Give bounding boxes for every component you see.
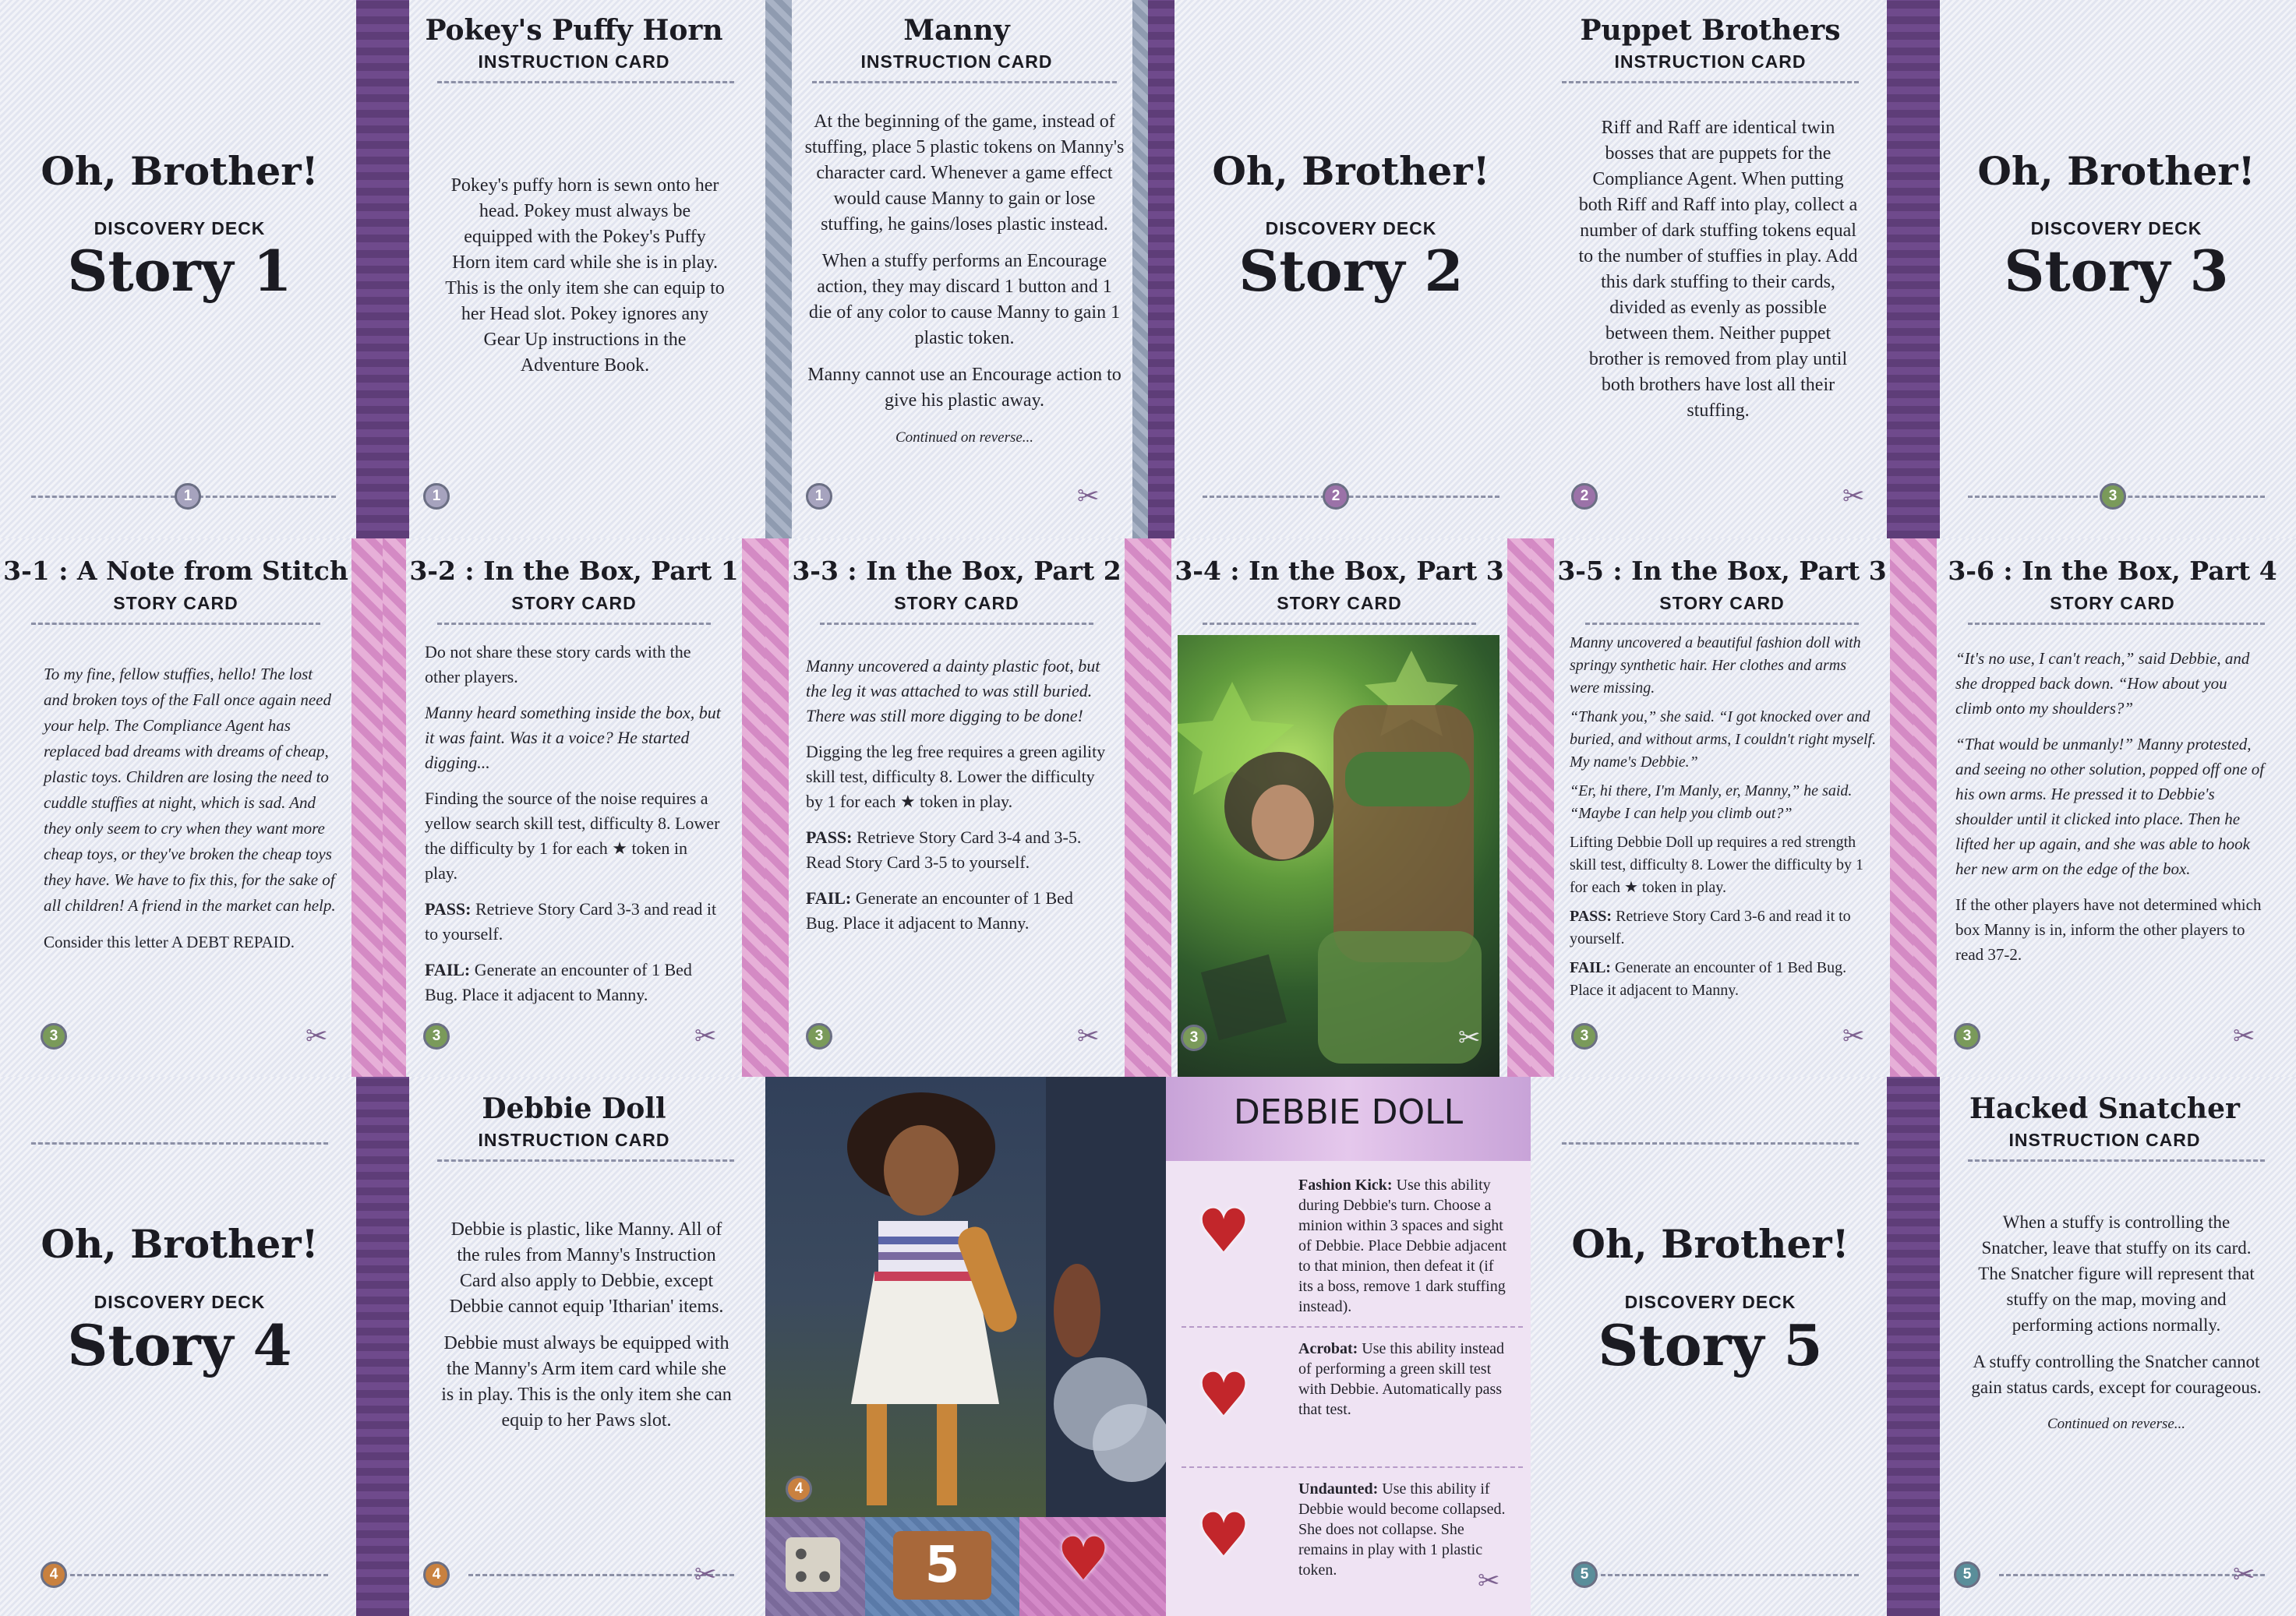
stitch-divider (1562, 81, 1859, 83)
crossed-tools-icon: ✂ (694, 1021, 717, 1052)
fail-text: Generate an encounter of 1 Bed Bug. Place it adjacent to Manny. (425, 960, 692, 1004)
card-type: STORY CARD (511, 593, 637, 613)
crossed-tools-icon: ✂ (1458, 1022, 1481, 1053)
card-story-2[interactable] (1148, 0, 1531, 538)
pass-line (425, 897, 723, 947)
card-body (804, 109, 1125, 461)
stitch-divider (1999, 1574, 2265, 1576)
card-border-stripe (351, 538, 383, 1077)
set-number-badge: 3 (41, 1023, 67, 1050)
paragraph: When a stuffy performs an Encourage action, they may discard 1 button and 1 die of any color to cause Manny to gain 1 plastic token. (808, 251, 1121, 348)
illustration-shapes (1178, 635, 1499, 1077)
card-story-4[interactable] (0, 1077, 383, 1616)
card-3-4[interactable] (1148, 538, 1531, 1077)
stitch-divider (31, 1142, 328, 1145)
card-body (806, 654, 1106, 947)
card-border-stripe (1913, 538, 1937, 1077)
heart-icon: ♥ (1197, 1196, 1251, 1265)
card-3-1[interactable] (0, 538, 383, 1077)
set-number-badge: 4 (423, 1561, 450, 1588)
set-number-badge: 5 (1571, 1561, 1598, 1588)
ability-description: Use this ability instead of performing a green skill test with Debbie. Automatically pass that test. (1298, 1340, 1505, 1418)
set-number-badge: 2 (1323, 483, 1349, 510)
card-story-1[interactable] (0, 0, 383, 538)
set-number-badge: 3 (806, 1023, 832, 1050)
stitch-divider (70, 1574, 328, 1576)
card-title: Manny (903, 14, 1010, 47)
deck-label: DISCOVERY DECK (2030, 218, 2202, 238)
set-number-badge: 1 (806, 483, 832, 510)
deck-label: DISCOVERY DECK (94, 218, 266, 238)
fail-label: FAIL: (806, 888, 852, 908)
card-3-3[interactable] (765, 538, 1148, 1077)
card-pokeys-puffy-horn[interactable] (383, 0, 765, 538)
stitch-divider (437, 81, 734, 83)
stitch-divider (1968, 1159, 2265, 1162)
paragraph: A stuffy controlling the Snatcher cannot gain status cards, except for courageous. (1971, 1352, 2262, 1397)
set-number-badge: 1 (175, 483, 201, 510)
stitch-divider (437, 623, 711, 625)
paragraph: Manny uncovered a beautiful fashion doll with springy synthetic hair. Her clothes and arms were missing. (1570, 634, 1861, 697)
paragraph: If the other players have not determined which box Manny is in, inform the other players to read 37-2. (1955, 895, 2262, 964)
paragraph: “It's no use, I can't reach,” said Debbie, and she dropped back down. “How about you climb onto my shoulders?” (1955, 649, 2250, 718)
deck-label: DISCOVERY DECK (1265, 218, 1437, 238)
card-title: 3-4 : In the Box, Part 3 (1174, 556, 1504, 586)
card-border-stripe (1531, 538, 1554, 1077)
crossed-tools-icon: ✂ (1842, 481, 1865, 512)
crossed-tools-icon: ✂ (306, 1021, 328, 1052)
story-illustration (1178, 635, 1499, 1077)
paragraph: “That would be unmanly!” Manny protested, and seeing no other solution, popped off one of his own arms. He pressed it to Debbie's shoulder until it clicked into place. Then he lifted her up again, and she was able to hook her new arm on the edge of the box. (1955, 735, 2265, 878)
card-title: Hacked Snatcher (1969, 1092, 2240, 1125)
card-type: STORY CARD (113, 593, 238, 613)
card-title: Oh, Brother! (41, 1221, 319, 1267)
card-puppet-brothers[interactable] (1531, 0, 1913, 538)
card-border-stripe (1125, 538, 1148, 1077)
card-debbie-doll-abilities[interactable] (1166, 1077, 1531, 1616)
crossed-tools-icon: ✂ (1077, 481, 1100, 512)
stitch-divider (1562, 1142, 1859, 1145)
set-number-badge: 2 (1571, 483, 1598, 510)
pass-text: Retrieve Story Card 3-4 and 3-5. Read Story Card 3-5 to yourself. (806, 827, 1082, 872)
crossed-tools-icon: ✂ (694, 1559, 717, 1590)
fail-line (806, 886, 1106, 936)
card-title: Puppet Brothers (1580, 14, 1841, 47)
set-number-badge: 3 (2100, 483, 2126, 510)
stitch-divider (1585, 623, 1859, 625)
stitch-divider (1203, 496, 1499, 498)
card-border-stripe (1148, 538, 1171, 1077)
card-title: 3-1 : A Note from Stitch (3, 556, 348, 586)
card-story-5[interactable] (1531, 1077, 1913, 1616)
crossed-tools-icon: ✂ (1077, 1021, 1100, 1052)
card-body (1955, 646, 2265, 978)
card-border-stripe (765, 0, 792, 538)
story-number: Story 4 (67, 1312, 292, 1378)
card-border-stripe (1148, 0, 1174, 538)
stitch-divider (1203, 623, 1476, 625)
story-number: Story 3 (2004, 238, 2229, 304)
card-type: INSTRUCTION CARD (1614, 51, 1807, 72)
paragraph: Debbie is plastic, like Manny. All of the rules from Manny's Instruction Card also apply to Debbie, except Debbie cannot equip 'Itharian' items. (449, 1219, 724, 1317)
card-type: STORY CARD (2050, 593, 2175, 613)
character-portrait (765, 1077, 1166, 1517)
card-debbie-doll-character-front[interactable] (765, 1077, 1166, 1616)
pass-label: PASS: (806, 827, 853, 847)
card-3-5[interactable] (1531, 538, 1913, 1077)
ability-text (1298, 1339, 1507, 1420)
card-border-stripe (1913, 1077, 1940, 1616)
card-title: Oh, Brother! (41, 148, 319, 194)
paragraph: “Er, hi there, I'm Manly, er, Manny,” he said. “Maybe I can help you climb out?” (1570, 782, 1853, 822)
ability-text (1298, 1175, 1507, 1317)
continued-note: Continued on reverse... (895, 429, 1034, 446)
stitch-divider (812, 81, 1117, 83)
card-border-stripe (383, 1077, 409, 1616)
heart-icon: ♥ (1197, 1360, 1251, 1429)
paragraph: Digging the leg free requires a green agility skill test, difficulty 8. Lower the difficulty by 1 for each ★ token in play. (806, 742, 1106, 811)
stat-value: 5 (893, 1531, 991, 1600)
card-type: STORY CARD (1277, 593, 1402, 613)
crossed-tools-icon: ✂ (2233, 1021, 2255, 1052)
paragraph: Lifting Debbie Doll up requires a red strength skill test, difficulty 8. Lower the difficulty by 1 for each ★ token in play. (1570, 834, 1863, 896)
card-border-stripe (1913, 0, 1940, 538)
card-border-stripe (742, 538, 765, 1077)
card-border-stripe (1507, 538, 1531, 1077)
card-border-stripe (383, 0, 409, 538)
card-body (44, 662, 336, 966)
card-title: 3-5 : In the Box, Part 3 (1557, 556, 1887, 586)
card-type: STORY CARD (1659, 593, 1785, 613)
card-title: Oh, Brother! (1571, 1221, 1849, 1267)
paragraph: At the beginning of the game, instead of stuffing, place 5 plastic tokens on Manny's character card. Whenever a game effect would cause Manny to gain or lose stuffing, he gains/loses plastic instead. (804, 111, 1125, 235)
story-number: Story 2 (1238, 238, 1464, 304)
card-border-stripe (1887, 1077, 1913, 1616)
fail-line (1570, 957, 1879, 1002)
card-title: 3-2 : In the Box, Part 1 (409, 556, 739, 586)
stitch-divider (31, 623, 320, 625)
set-number-badge: 3 (423, 1023, 450, 1050)
ability-description: Use this ability during Debbie's turn. Choose a minion within 3 spaces and sight of Debbie. Place Debbie adjacent to that minion, then defeat it (if its a boss, remove 1 dark stuffing instead). (1298, 1177, 1507, 1315)
set-number-badge: 3 (1954, 1023, 1980, 1050)
heart-slot (1019, 1517, 1166, 1616)
die-icon: ● ● ● (786, 1537, 840, 1592)
card-border-stripe (383, 538, 406, 1077)
paragraph: When a stuffy is controlling the Snatcher, leave that stuffy on its card. The Snatcher figure will represent that stuffy on the map, moving and performing actions normally. (1978, 1212, 2255, 1335)
fail-text: Generate an encounter of 1 Bed Bug. Place it adjacent to Manny. (806, 888, 1073, 933)
card-3-6[interactable] (1913, 538, 2296, 1077)
ability-text (1298, 1479, 1507, 1580)
heart-icon: ♥ (1057, 1524, 1111, 1593)
card-border-stripe (1132, 0, 1148, 538)
paragraph: “Thank you,” she said. “I got knocked over and buried, and without arms, I couldn't right myself. My name's Debbie.” (1570, 708, 1877, 771)
name-banner (1166, 1077, 1531, 1161)
card-title: Debbie Doll (482, 1092, 666, 1125)
card-body (1968, 1209, 2265, 1448)
card-title: Oh, Brother! (1212, 148, 1490, 194)
pass-line (1570, 905, 1879, 951)
fail-label: FAIL: (425, 960, 471, 979)
card-body (439, 1217, 734, 1445)
card-type: INSTRUCTION CARD (860, 51, 1053, 72)
paragraph: Manny heard something inside the box, but it was faint. Was it a voice? He started digging... (425, 703, 721, 772)
card-debbie-doll-instruction[interactable] (383, 1077, 765, 1616)
deck-label: DISCOVERY DECK (94, 1292, 266, 1312)
card-type: INSTRUCTION CARD (2008, 1130, 2201, 1150)
card-title: 3-6 : In the Box, Part 4 (1948, 556, 2277, 586)
paragraph: Consider this letter A DEBT REPAID. (44, 933, 295, 951)
pass-line (806, 825, 1106, 875)
card-body: Pokey's puffy horn is sewn onto her head. Pokey must always be equipped with the Pokey's Puffy Horn item card while she is in play. This is the only item she can equip to her Head slot. Pokey ignores any Gear Up instructions in the Adventure Book. (445, 175, 725, 376)
set-number-badge: 4 (786, 1476, 812, 1502)
card-body: Riff and Raff are identical twin bosses that are puppets for the Compliance Agent. When putting both Riff and Raff into play, collect a number of dark stuffing tokens equal to the number of stuffies in play. Add this dark stuffing to their cards, divided as evenly as possible between them. Neither puppet brother is removed from play until both brothers have lost all their stuffing. (1578, 118, 1858, 421)
set-number-badge: 3 (1181, 1025, 1207, 1051)
paragraph: Debbie must always be equipped with the Manny's Arm item card while she is in play. This is the only item she can equip to her Paws slot. (441, 1333, 732, 1431)
fail-text: Generate an encounter of 1 Bed Bug. Place it adjacent to Manny. (1570, 959, 1847, 999)
ability-name: Fashion Kick: (1298, 1177, 1393, 1194)
stitch-divider (820, 623, 1093, 625)
set-number-badge: 5 (1954, 1561, 1980, 1588)
continued-note: Continued on reverse... (2047, 1416, 2186, 1432)
pass-text: Retrieve Story Card 3-3 and read it to yourself. (425, 899, 717, 944)
paragraph: Finding the source of the noise requires a yellow search skill test, difficulty 8. Lower the difficulty by 1 for each ★ token in play. (425, 789, 720, 883)
stitch-divider (1601, 1574, 1859, 1576)
portrait-shapes (765, 1077, 1166, 1517)
card-border-stripe (356, 1077, 383, 1616)
stat-bar (765, 1517, 1166, 1616)
card-hacked-snatcher[interactable] (1913, 1077, 2296, 1616)
stitch-divider (1968, 623, 2265, 625)
fail-label: FAIL: (1570, 959, 1611, 976)
set-number-badge: 3 (1571, 1023, 1598, 1050)
card-type: STORY CARD (894, 593, 1019, 613)
card-body (1570, 632, 1879, 1013)
card-body (425, 640, 723, 1018)
card-type: INSTRUCTION CARD (478, 51, 670, 72)
heart-icon: ♥ (1197, 1500, 1251, 1569)
crossed-tools-icon: ✂ (1478, 1565, 1500, 1597)
ability-acrobat (1182, 1326, 1523, 1484)
card-title: 3-3 : In the Box, Part 2 (792, 556, 1122, 586)
paragraph: Manny uncovered a dainty plastic foot, but the leg it was attached to was still buried. There was still more digging to be done! (806, 656, 1100, 725)
paragraph: Do not share these story cards with the other players. (425, 642, 691, 686)
ability-undaunted (1182, 1466, 1523, 1616)
dice-slot (765, 1517, 865, 1616)
card-story-3[interactable] (1913, 0, 2296, 538)
paragraph: Manny cannot use an Encourage action to give his plastic away. (807, 365, 1122, 411)
card-border-stripe (1887, 0, 1913, 538)
deck-label: DISCOVERY DECK (1624, 1292, 1796, 1312)
crossed-tools-icon: ✂ (2233, 1559, 2255, 1590)
card-title: Pokey's Puffy Horn (425, 14, 723, 47)
stitch-divider (437, 1159, 734, 1162)
pass-label: PASS: (425, 899, 472, 919)
pass-label: PASS: (1570, 908, 1612, 925)
card-manny[interactable] (765, 0, 1148, 538)
card-border-stripe (765, 538, 789, 1077)
card-border-stripe (1890, 538, 1913, 1077)
fail-line (425, 958, 723, 1007)
pass-text: Retrieve Story Card 3-6 and read it to yourself. (1570, 908, 1851, 947)
ability-name: Acrobat: (1298, 1340, 1358, 1357)
paragraph: To my fine, fellow stuffies, hello! The lost and broken toys of the Fall once again need your help. The Compliance Agent has replaced bad dreams with dreams of cheap, plastic toys. Children are losing the need to cuddle stuffies at night, which is sad. And they only seem to cry when they want more cheap toys, or they've broken the cheap toys they have. We have to fix this, for the sake of all children! A friend in the market can help. (44, 665, 336, 915)
story-number: Story 5 (1598, 1312, 1823, 1378)
card-type: INSTRUCTION CARD (478, 1130, 670, 1150)
ability-fashion-kick (1182, 1164, 1523, 1320)
set-number-badge: 4 (41, 1561, 67, 1588)
ability-name: Undaunted: (1298, 1480, 1379, 1498)
stuffing-slot (865, 1517, 1019, 1616)
card-3-2[interactable] (383, 538, 765, 1077)
card-title: Oh, Brother! (1977, 148, 2255, 194)
character-name: DEBBIE DOLL (1233, 1092, 1464, 1132)
crossed-tools-icon: ✂ (1842, 1021, 1865, 1052)
ability-description: Use this ability if Debbie would become collapsed. She does not collapse. She remains in play with 1 plastic token. (1298, 1480, 1506, 1579)
set-number-badge: 1 (423, 483, 450, 510)
story-number: Story 1 (67, 238, 292, 304)
card-border-stripe (356, 0, 383, 538)
